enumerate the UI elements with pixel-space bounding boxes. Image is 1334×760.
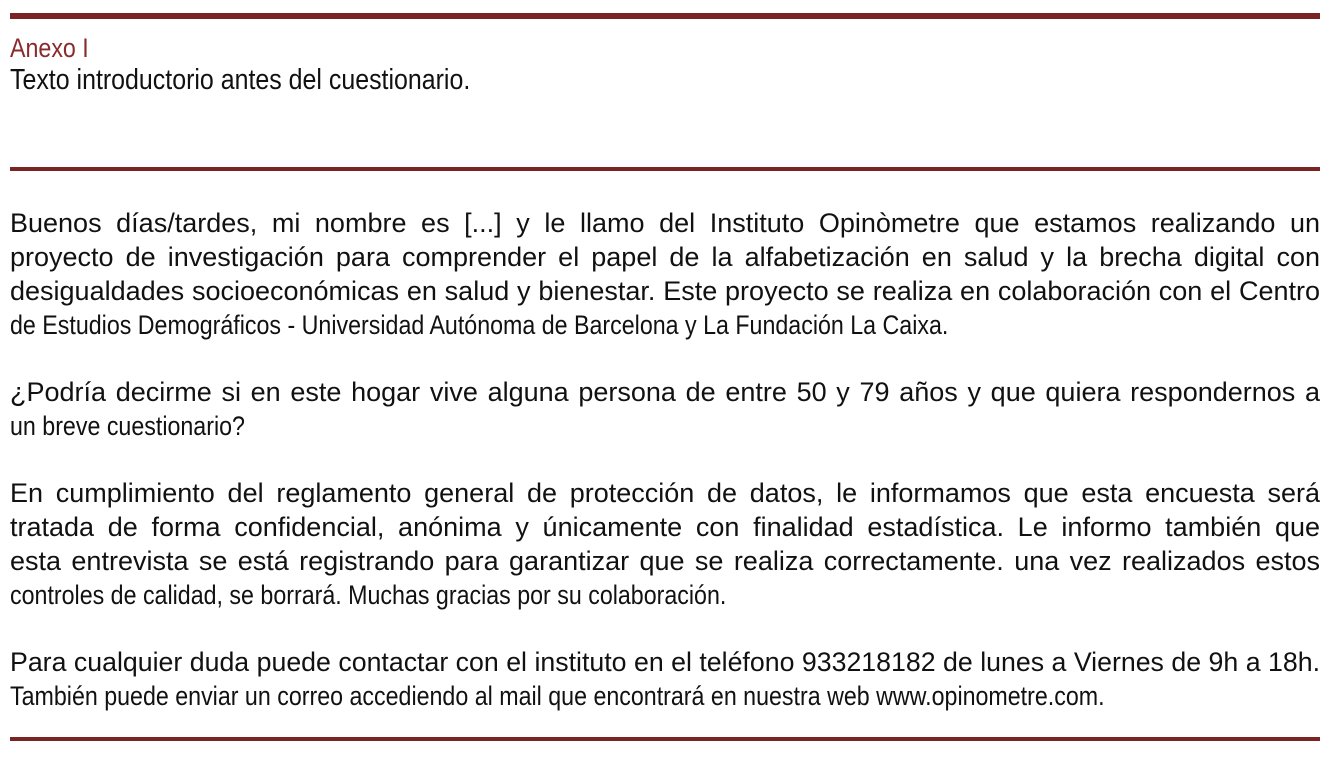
text-line: Buenos días/tardes, mi nombre es [...] y le llamo del Instituto Opinòmetre que estamos realizando un (10, 208, 1320, 238)
top-divider (10, 13, 1320, 19)
text-line: Para cualquier duda puede contactar con el instituto en el teléfono 933218182 de lunes a Viernes de 9h a 18h. (10, 647, 1320, 677)
paragraph-greeting (10, 206, 1320, 342)
text-line: proyecto de investigación para comprender el papel de la alfabetización en salud y la brecha digital con (10, 242, 1320, 272)
paragraph-data-protection (10, 476, 1320, 612)
text-line: También puede enviar un correo accediendo al mail que encontrará en nuestra web www.opinometre.com. (10, 681, 1105, 711)
annex-header (10, 32, 1320, 96)
text-line: desigualdades socioeconómicas en salud y bienestar. Este proyecto se realiza en colaboración con el Centro (10, 276, 1320, 306)
text-line: un breve cuestionario? (10, 411, 245, 441)
bottom-divider (10, 737, 1320, 741)
paragraph-eligibility-question (10, 375, 1320, 443)
header-divider (10, 167, 1320, 171)
text-line: ¿Podría decirme si en este hogar vive alguna persona de entre 50 y 79 años y que quiera respondernos a (10, 377, 1320, 407)
annex-title: Anexo I (10, 33, 89, 63)
paragraph-contact (10, 645, 1320, 713)
introductory-text (10, 206, 1320, 746)
text-line: esta entrevista se está registrando para garantizar que se realiza correctamente. una vez realizados estos (10, 546, 1320, 576)
text-line: controles de calidad, se borrará. Muchas gracias por su colaboración. (10, 580, 727, 610)
text-line: tratada de forma confidencial, anónima y únicamente con finalidad estadística. Le informo también que (10, 512, 1320, 542)
text-line: En cumplimiento del reglamento general de protección de datos, le informamos que esta encuesta será (10, 478, 1320, 508)
text-line: de Estudios Demográficos - Universidad Autónoma de Barcelona y La Fundación La Caixa. (10, 310, 949, 340)
annex-subtitle: Texto introductorio antes del cuestionario. (10, 64, 471, 96)
